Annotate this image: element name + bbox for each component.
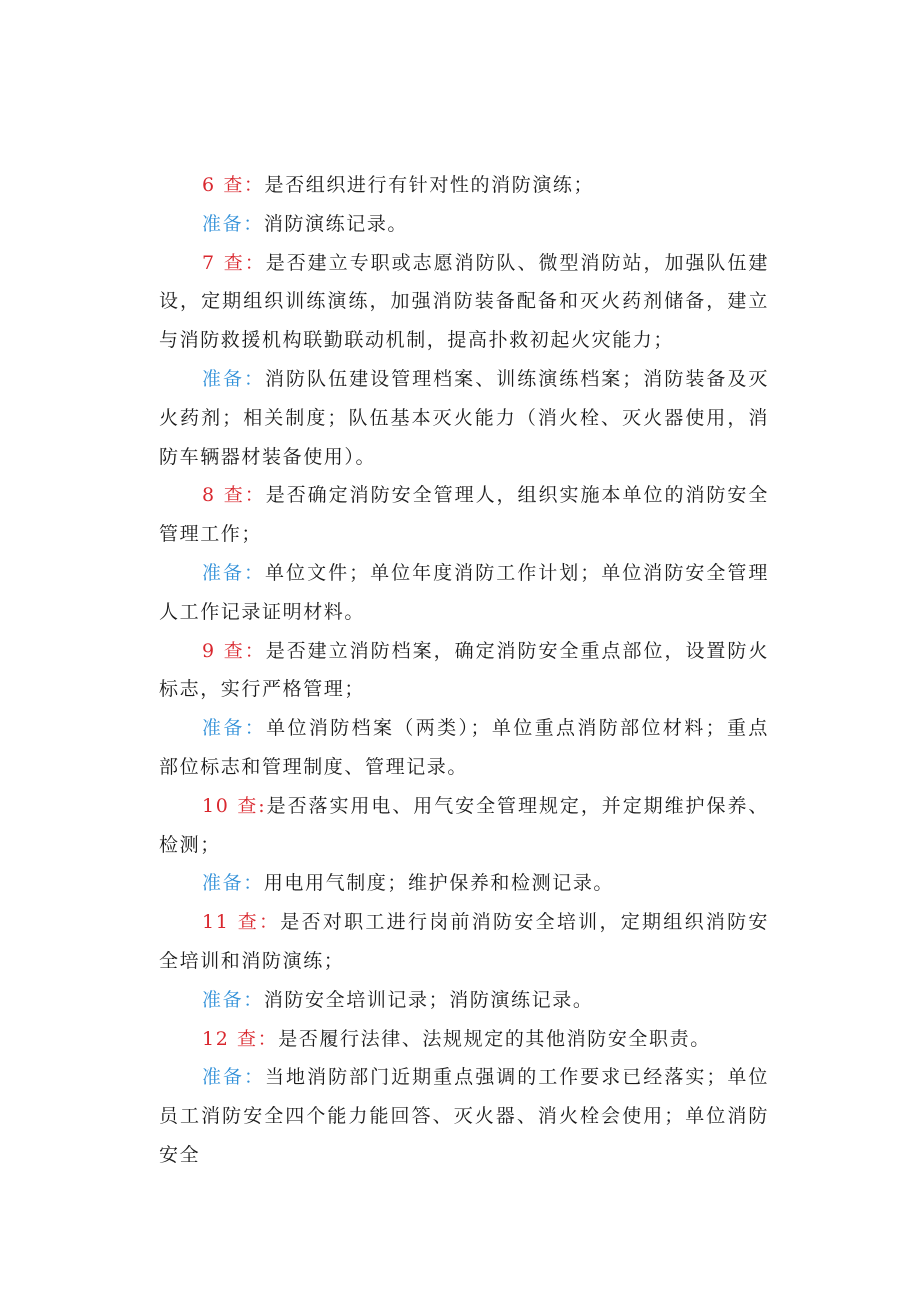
check-item-8 — [159, 476, 769, 554]
check-label: 7 查： — [202, 251, 266, 274]
prep-text: 当地消防部门近期重点强调的工作要求已经落实；单位员工消防安全四个能力能回答、灭火器、消火栓会使用；单位消防安全 — [159, 1066, 769, 1166]
prep-label: 准备： — [202, 717, 267, 740]
prep-item-12 — [159, 1058, 769, 1174]
check-item-7 — [159, 244, 769, 360]
check-label: 12 查： — [202, 1027, 279, 1050]
prep-item-7 — [159, 360, 769, 476]
check-item-6 — [159, 166, 769, 205]
prep-item-9 — [159, 709, 769, 787]
check-text: 是否落实用电、用气安全管理规定，并定期维护保养、检测； — [159, 794, 769, 856]
check-text: 是否建立专职或志愿消防队、微型消防站，加强队伍建设，定期组织训练演练，加强消防装备配备和灭火药剂储备，建立与消防救援机构联勤联动机制，提高扑救初起火灾能力； — [159, 251, 770, 352]
prep-text: 单位消防档案（两类）；单位重点消防部位材料；重点部位标志和管理制度、管理记录。 — [159, 717, 769, 778]
check-text: 是否建立消防档案，确定消防安全重点部位，设置防火标志，实行严格管理； — [159, 639, 770, 701]
prep-item-10 — [159, 864, 769, 903]
prep-label: 准备： — [202, 212, 264, 235]
prep-text: 单位文件；单位年度消防工作计划；单位消防安全管理人工作记录证明材料。 — [159, 561, 769, 623]
prep-item-11 — [159, 981, 769, 1020]
prep-text: 消防演练记录。 — [263, 212, 409, 235]
prep-label: 准备： — [202, 561, 266, 584]
check-item-11 — [159, 903, 769, 981]
check-label: 6 查： — [202, 174, 265, 196]
check-label: 10 查: — [202, 794, 267, 817]
prep-label: 准备： — [202, 872, 264, 895]
prep-label: 准备： — [202, 1066, 266, 1089]
document-body — [159, 166, 769, 1175]
check-text: 是否组织进行有针对性的消防演练； — [264, 174, 595, 196]
check-item-12 — [159, 1020, 769, 1059]
check-label: 11 查： — [202, 911, 281, 934]
prep-item-8 — [159, 554, 769, 632]
prep-label: 准备： — [202, 367, 266, 390]
check-text: 是否对职工进行岗前消防安全培训，定期组织消防安全培训和消防演练； — [159, 911, 769, 972]
check-item-10 — [159, 787, 769, 865]
prep-item-6 — [159, 205, 769, 244]
check-text: 是否确定消防安全管理人，组织实施本单位的消防安全管理工作； — [159, 484, 770, 546]
prep-text: 用电用气制度；维护保养和检测记录。 — [263, 872, 615, 895]
check-label: 8 查： — [202, 484, 266, 507]
check-text: 是否履行法律、法规规定的其他消防安全职责。 — [278, 1027, 711, 1050]
check-label: 9 查： — [202, 639, 266, 662]
prep-text: 消防安全培训记录；消防演练记录。 — [263, 988, 594, 1011]
check-item-9 — [159, 632, 769, 710]
prep-text: 消防队伍建设管理档案、训练演练档案；消防装备及灭火药剂；相关制度；队伍基本灭火能力（消火栓、灭火器使用，消防车辆器材装备使用）。 — [159, 367, 769, 468]
prep-label: 准备： — [202, 988, 264, 1011]
